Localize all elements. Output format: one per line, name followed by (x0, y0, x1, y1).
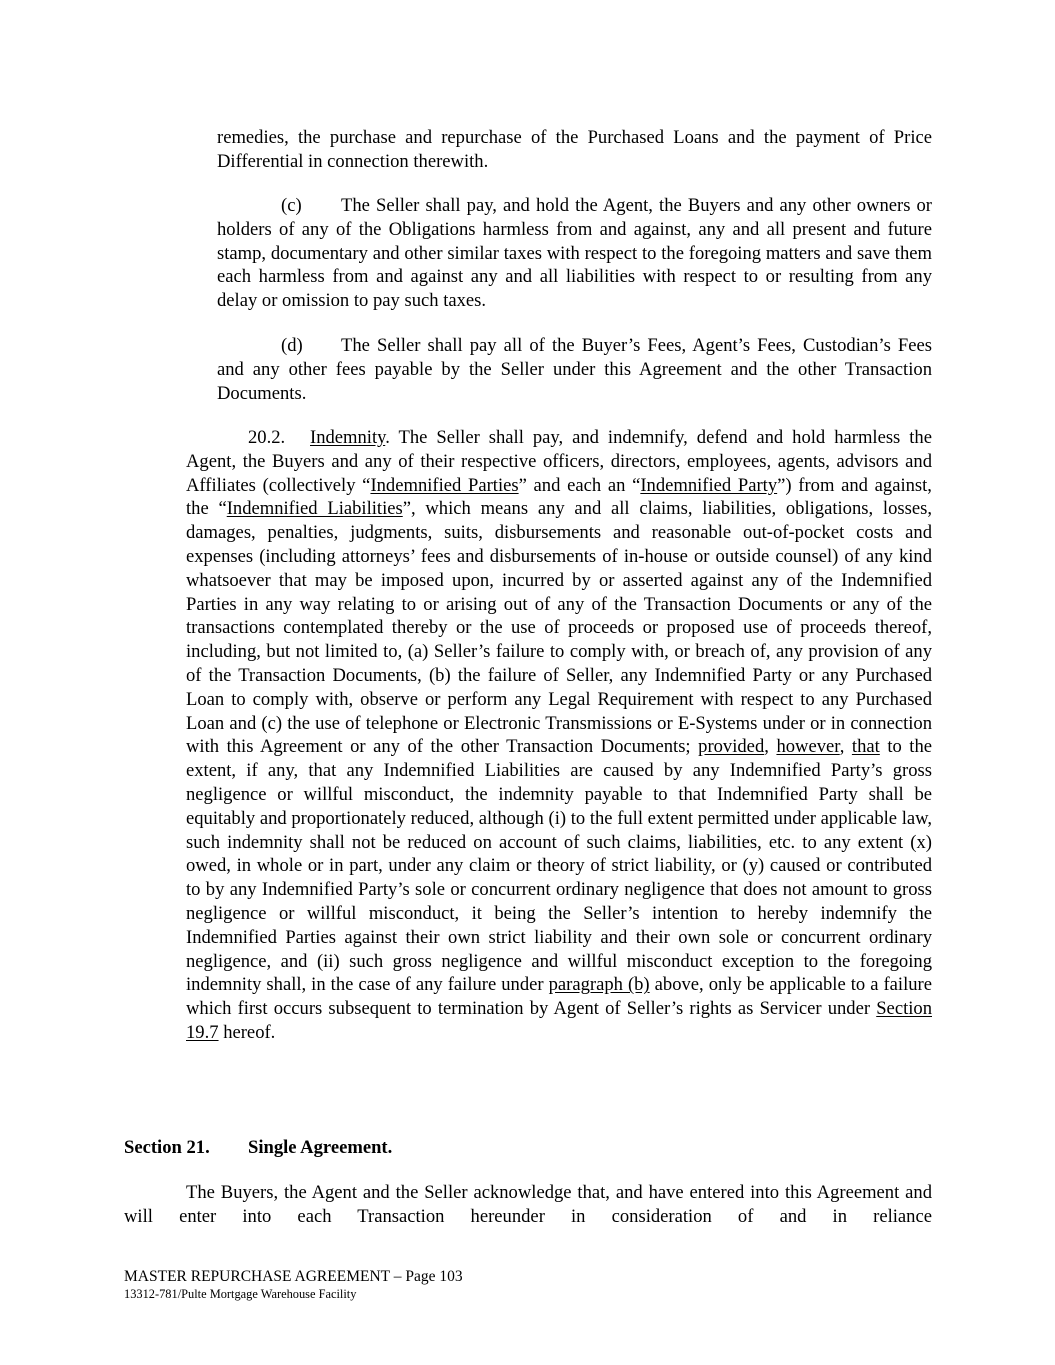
section-19-7-reference[interactable]: Section 19.7 (186, 998, 932, 1043)
section-21-heading (124, 1136, 932, 1160)
footer-title: MASTER REPURCHASE AGREEMENT – Page 103 (124, 1268, 463, 1285)
footer-reference: 13312-781/Pulte Mortgage Warehouse Facility (124, 1287, 357, 1301)
that-word: that (851, 736, 880, 758)
comma-sep-2: , (839, 736, 852, 758)
indemnity-text-7: hereof. (218, 1021, 276, 1043)
indemnity-text-5: to the extent, if any, that any Indemnified Liabilities are caused by any Indemnified Party’s gross negligence or willful misconduct, the indemnity payable to that Indemnified Party shall be equitably and proportionately reduced, although (i) to the full extent permitted under applicable law, such indemnity shall not be reduced on account of such claims, liabilities, etc. to any extent (x) owed, in whole or in part, under any claim or theory of strict liability, or (y) caused or contributed to by any Indemnified Party’s sole or concurrent ordinary negligence that does not amount to gross negligence or willful misconduct, it being the Seller’s intention to hereby indemnify the Indemnified Parties against their own strict liability and their own sole or concurrent ordinary negligence, and (ii) such gross negligence and willful misconduct exception to the foregoing indemnity shall, in the case of any failure under (186, 736, 933, 996)
section-21-title: Single Agreement. (248, 1137, 393, 1158)
paragraph-d (217, 334, 932, 405)
term-indemnified-parties: Indemnified Parties (370, 474, 519, 496)
term-indemnified-liabilities: Indemnified Liabilities (226, 498, 403, 520)
term-indemnified-party: Indemnified Party (640, 474, 778, 496)
continuation-text: remedies, the purchase and repurchase of the Purchased Loans and the payment of Price Differential in connection therewith. (217, 127, 932, 172)
section-21-text: The Buyers, the Agent and the Seller acknowledge that, and have entered into this Agreement and will enter into each Transaction hereunder in consideration of and in reliance (124, 1182, 932, 1227)
paragraph-b-reference[interactable]: paragraph (b) (548, 974, 650, 996)
paragraph-d-marker: (d) (281, 335, 303, 356)
paragraph-c (217, 194, 932, 313)
paragraph-d-text: The Seller shall pay all of the Buyer’s Fees, Agent’s Fees, Custodian’s Fees and any other fees payable by the Seller under this Agreement and the other Transaction Documents. (217, 335, 932, 404)
section-21-number: Section 21. (124, 1137, 210, 1158)
paragraph-c-text: The Seller shall pay, and hold the Agent, the Buyers and any other owners or holders of any of the Obligations harmless from and against, any and all present and future stamp, documentary and other similar taxes with respect to the foregoing matters and save them each harmless from and against any and all liabilities with respect to or resulting from any delay or omission to pay such taxes. (217, 195, 932, 312)
comma-sep-1: , (764, 736, 777, 758)
indemnity-heading: Indemnity (310, 427, 386, 448)
indemnity-text-6: above, only be applicable to a failure which first occurs subsequent to termination by Agent of Seller’s rights as Servicer under (186, 974, 932, 1020)
indemnity-text-4: ”, which means any and all claims, liabilities, obligations, losses, damages, penalties, judgments, suits, disbursements and reasonable out-of-pocket costs and expenses (including attorneys’ fees and disbursements of in-house or outside counsel) of any kind whatsoever that may be imposed upon, incurred by or asserted against any of the Indemnified Parties in any way relating to or arising out of any of the Transaction Documents or any of the transactions contemplated thereby or the use of proceeds or proposed use of proceeds thereof, including, but not limited to, (a) Seller’s failure to comply with, or breach of, any provision of any of the Transaction Documents, (b) the failure of Seller, any Indemnified Party or any Purchased Loan to comply with, observe or perform any Legal Requirement with respect to any Purchased Loan and (c) the use of telephone or Electronic Transmissions or E-Systems under or in connection with this Agreement or any of the other Transaction Documents; (186, 498, 932, 758)
however-word: however (776, 736, 840, 758)
section-21-paragraph (124, 1181, 932, 1229)
section-20-2-number: 20.2. (248, 427, 286, 448)
indemnity-text-1: . The Seller shall pay, and indemnify, defend and hold harmless the Agent, the Buyers and any of their respective officers, directors, employees, agents, advisors and Affiliates (collectively “ (186, 427, 932, 496)
provided-word: provided (698, 736, 765, 758)
section-20-2-indemnity (186, 426, 932, 1045)
continuation-paragraph (217, 126, 932, 174)
indemnity-text-2: ” and each an “ (518, 474, 641, 496)
indemnity-text-3: ”) from and against, the “ (186, 474, 932, 520)
paragraph-c-marker: (c) (281, 195, 302, 216)
